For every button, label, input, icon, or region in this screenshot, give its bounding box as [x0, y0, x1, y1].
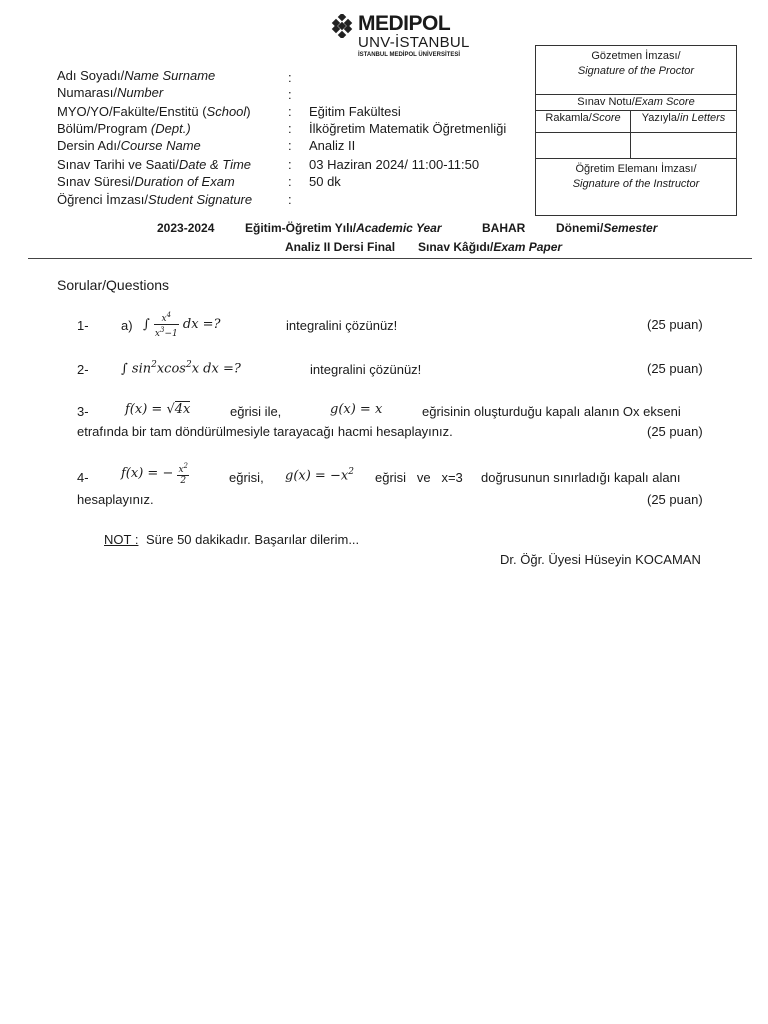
question-4-number: 4- [77, 470, 89, 485]
course-value: Analiz II [309, 138, 356, 153]
header-divider [28, 258, 752, 259]
date-label: Sınav Tarihi ve Saati/Date & Time [57, 157, 252, 172]
question-2-points: (25 puan) [647, 361, 703, 376]
academic-year: 2023-2024 [157, 221, 215, 235]
question-1-number: 1- [77, 318, 89, 333]
question-3-text-c: etrafında bir tam döndürülmesiyle tarayacağı hacmi hesaplayınız. [77, 424, 453, 439]
question-2-instruction: integralini çözünüz! [310, 362, 422, 377]
colon: : [288, 104, 292, 119]
question-1-formula: ∫ $\frac{x^4}{x^3-1}$ dx =? [143, 311, 221, 339]
academic-year-label: Eğitim-Öğretim Yılı/Academic Year [245, 221, 442, 235]
duration-value: 50 dk [309, 174, 341, 189]
school-value: Eğitim Fakültesi [309, 104, 401, 119]
question-4-f-formula: f(x) = − $\frac{x^2}{2}$ [121, 462, 189, 486]
question-3-points: (25 puan) [647, 424, 703, 439]
questions-heading: Sorular/Questions [57, 277, 170, 293]
question-4-text-b: eğrisi ve x=3 [375, 470, 463, 485]
question-3-f-formula: f(x) = √4x [125, 402, 191, 417]
dept-value: İlköğretim Matematik Öğretmenliği [309, 121, 507, 136]
course-label: Dersin Adı/Course Name [57, 138, 201, 153]
colon: : [288, 121, 292, 136]
colon: : [288, 87, 292, 102]
proctor-signature-label: Gözetmen İmzası/ Signature of the Proctor [577, 50, 695, 77]
question-3-text-b: eğrisinin oluşturduğu kapalı alanın Ox ekseni [422, 404, 681, 419]
question-2-number: 2- [77, 362, 89, 377]
dept-label: Bölüm/Program (Dept.) [57, 121, 191, 136]
number-label: Numarası/Number [57, 85, 164, 100]
instructor-name: Dr. Öğr. Üyesi Hüseyin KOCAMAN [500, 552, 701, 567]
medipol-logo-icon [330, 14, 354, 38]
logo-name: MEDIPOL [358, 12, 451, 35]
instructor-signature-label: Öğretim Elemanı İmzası/ Signature of the Instructor [572, 163, 700, 190]
colon: : [288, 70, 292, 85]
question-3-number: 3- [77, 404, 89, 419]
score-numeric-label: Rakamla/Score [545, 112, 621, 124]
question-3-g-formula: g(x) = x [330, 402, 383, 417]
colon: : [288, 174, 292, 189]
term: BAHAR [482, 221, 526, 235]
exam-score-label: Sınav Notu/Exam Score [577, 96, 695, 108]
score-letters-label: Yazıyla/in Letters [641, 112, 726, 124]
duration-label: Sınav Süresi/Duration of Exam [57, 174, 235, 189]
school-label: MYO/YO/Fakülte/Enstitü (School) [57, 104, 251, 119]
university-logo [330, 14, 470, 62]
semester-label: Dönemi/Semester [556, 221, 658, 235]
note-label: NOT : [104, 532, 139, 547]
question-1-part: a) [121, 318, 133, 333]
question-2-formula: ∫ $\sin^2xcos^2x$ dx =? [121, 360, 241, 377]
signature-label: Öğrenci İmzası/Student Signature [57, 192, 253, 207]
logo-university: İSTANBUL MEDİPOL ÜNİVERSİTESİ [358, 52, 461, 58]
question-1-points: (25 puan) [647, 317, 703, 332]
colon: : [288, 157, 292, 172]
score-box [535, 45, 737, 216]
date-value: 03 Haziran 2024/ 11:00-11:50 [309, 157, 480, 172]
question-4-g-formula: $g(x) = -x^2$ [285, 467, 354, 484]
name-label: Adı Soyadı/Name Surname [57, 68, 216, 83]
question-4-text-a: eğrisi, [229, 470, 264, 485]
question-4-text-c: doğrusunun sınırladığı kapalı alanı [481, 470, 681, 485]
question-4-text-d: hesaplayınız. [77, 492, 154, 507]
question-1-instruction: integralini çözünüz! [286, 318, 398, 333]
question-3-text-a: eğrisi ile, [230, 404, 282, 419]
colon: : [288, 192, 292, 207]
exam-title: Analiz II Dersi Final [285, 240, 396, 254]
question-4-points: (25 puan) [647, 492, 703, 507]
exam-paper-label: Sınav Kâğıdı/Exam Paper [418, 240, 563, 254]
logo-city: UNV-İSTANBUL [358, 34, 470, 51]
note-text: Süre 50 dakikadır. Başarılar dilerim... [146, 532, 360, 547]
colon: : [288, 138, 292, 153]
